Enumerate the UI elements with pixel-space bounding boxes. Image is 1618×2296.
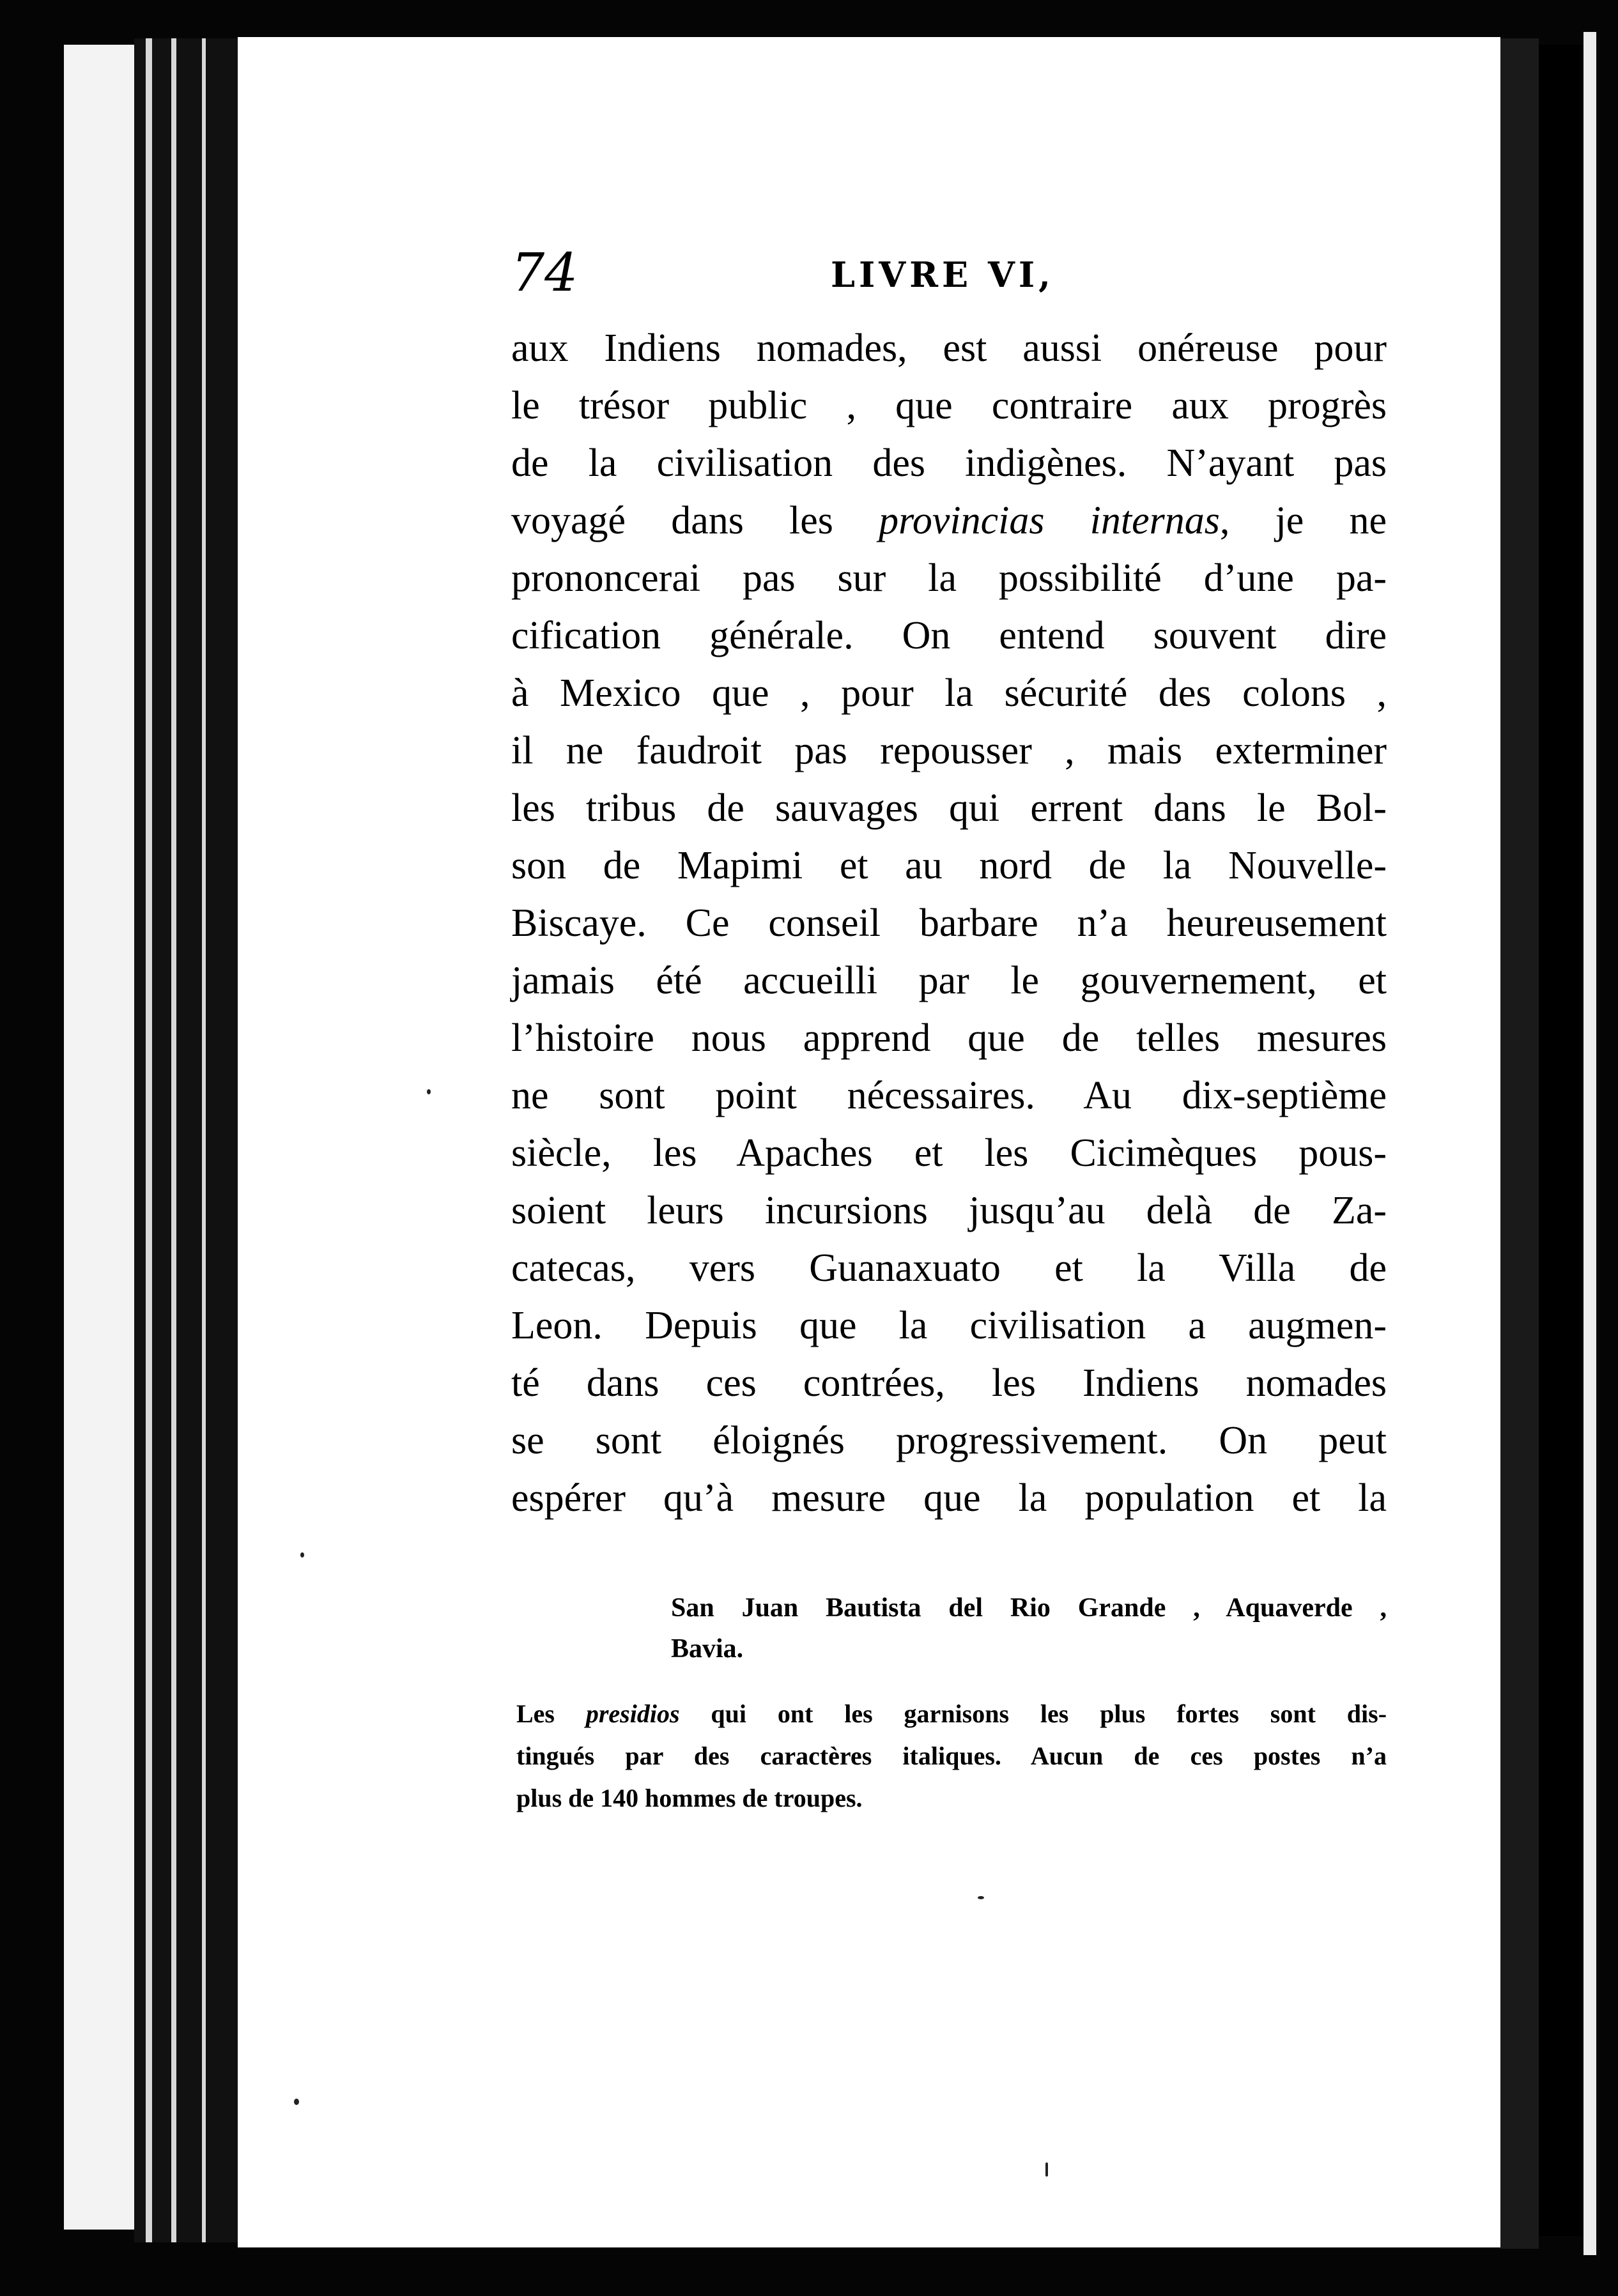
footnote-line: plus de 140 hommes de troupes. (516, 1784, 863, 1812)
scan-speck (427, 1089, 431, 1094)
right-page-shadow (1500, 38, 1539, 2249)
text-line: à Mexico que , pour la sécurité des colons , (511, 671, 1387, 715)
text-line: ne sont point nécessaires. Au dix-septième (511, 1074, 1387, 1117)
text-line: de la civilisation des indigènes. N’ayant pas (511, 441, 1387, 485)
text-line: jamais été accueilli par le gouvernement, et (511, 959, 1387, 1002)
book-edge-stripe (134, 38, 146, 2242)
text-segment: voyagé dans les (511, 499, 879, 542)
text-line: il ne faudroit pas repousser , mais exterminer (511, 729, 1387, 772)
text-line: aux Indiens nomades, est aussi onéreuse pour (511, 326, 1387, 370)
text-line: catecas, vers Guanaxuato et la Villa de (511, 1246, 1387, 1290)
footnote-line: Bavia. (671, 1634, 744, 1664)
book-edge-stripe (171, 38, 176, 2242)
text-line: Leon. Depuis que la civilisation a augmen- (511, 1304, 1387, 1347)
text-line: se sont éloignés progressivement. On peut (511, 1419, 1387, 1462)
left-page-edge (64, 45, 134, 2230)
text-line: soient leurs incursions jusqu’au delà de Za- (511, 1189, 1387, 1232)
scan-speck (294, 2099, 299, 2105)
page-number: 74 (511, 243, 578, 303)
footnote-line: San Juan Bautista del Rio Grande , Aquaverde , (671, 1593, 1387, 1623)
footnote-line (516, 1693, 1387, 1735)
text-line: cification générale. On entend souvent dire (511, 614, 1387, 657)
text-line (511, 492, 1387, 549)
book-edge-stripe (146, 38, 152, 2242)
scan-speck (978, 1896, 984, 1899)
running-head: LIVRE VI, (831, 254, 1054, 295)
right-paper-sliver (1583, 32, 1596, 2255)
italic-phrase: presidios (585, 1699, 680, 1728)
book-edge-stripe (176, 38, 202, 2242)
text-segment: , je ne (1219, 499, 1387, 542)
body-text (511, 319, 1387, 1527)
text-segment: Les (516, 1699, 586, 1728)
text-line: les tribus de sauvages qui errent dans le Bol- (511, 786, 1387, 830)
text-line: le trésor public , que contraire aux progrès (511, 384, 1387, 427)
text-segment: qui ont les garnisons les plus fortes sont dis- (679, 1699, 1387, 1728)
text-line: espérer qu’à mesure que la population et la (511, 1476, 1387, 1520)
footnote-note (516, 1693, 1387, 1819)
text-line: té dans ces contrées, les Indiens nomades (511, 1361, 1387, 1405)
footnote-presidio-list (671, 1588, 1387, 1669)
book-edge-stripe (152, 38, 171, 2242)
text-line: prononcerai pas sur la possibilité d’une pa- (511, 556, 1387, 600)
text-line: son de Mapimi et au nord de la Nouvelle- (511, 844, 1387, 887)
book-edge-stripe (206, 38, 238, 2242)
text-line: Biscaye. Ce conseil barbare n’a heureusement (511, 901, 1387, 945)
text-line: siècle, les Apaches et les Cicimèques pous- (511, 1131, 1387, 1175)
italic-phrase: provincias internas (879, 499, 1220, 542)
scan-speck (300, 1552, 304, 1557)
text-line: l’histoire nous apprend que de telles mesures (511, 1016, 1387, 1060)
footnote-line: tingués par des caractères italiques. Aucun de ces postes n’a (516, 1741, 1387, 1770)
scan-speck (1045, 2162, 1048, 2177)
page-header (511, 243, 1387, 313)
